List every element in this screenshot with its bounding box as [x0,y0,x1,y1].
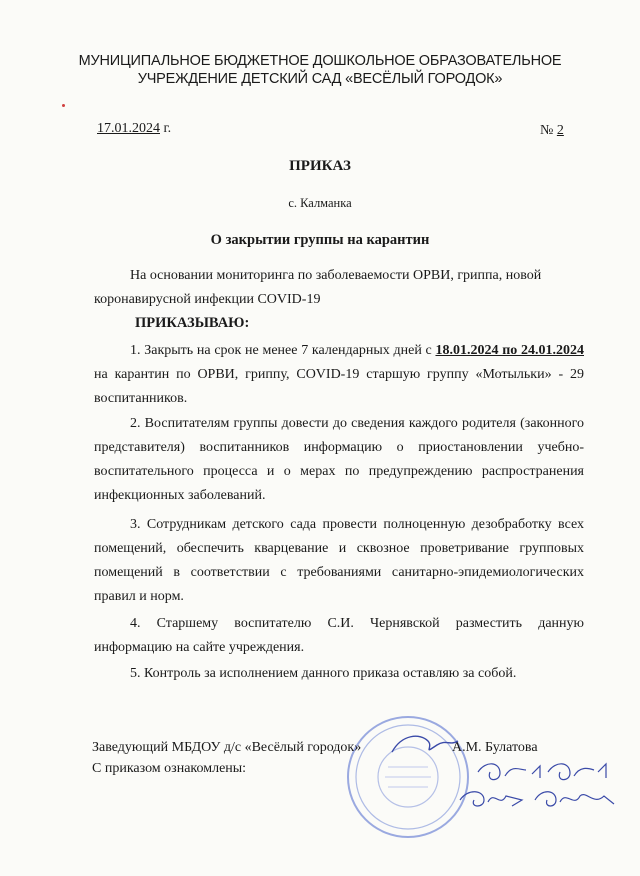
signature-2 [548,764,606,780]
number-prefix: № [540,123,557,138]
date-suffix: г. [160,121,172,136]
order-item-1 [94,339,584,411]
basis-paragraph: На основании мониторинга по заболеваемости ОРВИ, гриппа, новой коронавирусной инфекции COVID-19 [94,268,542,307]
item-1-text-start: 1. Закрыть на срок не менее 7 календарных дней с [130,343,436,358]
signatory-name: А.М. Булатова [452,740,538,755]
order-item-2: 2. Воспитателям группы довести до сведения каждого родителя (законного представителя) воспитанников информацию о приостановлении учебно-воспитательного процесса и о мерах по предупреждению распространения инфекционных заболеваний. [94,416,584,503]
document-title: ПРИКАЗ [289,158,351,174]
item-1-dates: 18.01.2024 по 24.01.2024 [435,343,584,358]
order-date [97,121,171,137]
signatory-position: Заведующий МБДОУ д/с «Весёлый городок» [92,740,362,755]
date-value: 17.01.2024 [97,121,160,136]
number-value: 2 [556,123,564,138]
signature-4 [535,792,614,806]
header-line-1: МУНИЦИПАЛЬНОЕ БЮДЖЕТНОЕ ДОШКОЛЬНОЕ ОБРАЗОВАТЕЛЬНОЕ [78,53,562,69]
place-of-issue: с. Калманка [288,196,352,210]
order-word: ПРИКАЗЫВАЮ: [135,315,250,331]
item-1-text-end: на карантин по ОРВИ, гриппу, COVID-19 старшую группу «Мотыльки» - 29 воспитанников. [94,367,584,406]
order-item-4: 4. Старшему воспитателю С.И. Чернявской разместить данную информацию на сайте учреждения. [94,616,584,655]
order-item-5: 5. Контроль за исполнением данного приказа оставляю за собой. [130,666,517,681]
organization-header [40,52,600,88]
order-subject: О закрытии группы на карантин [210,232,430,248]
official-stamp [343,712,473,842]
red-speck [62,104,65,107]
header-line-2: УЧРЕЖДЕНИЕ ДЕТСКИЙ САД «ВЕСЁЛЫЙ ГОРОДОК» [137,71,503,87]
order-item-3: 3. Сотрудникам детского сада провести полноценную дезобработку всех помещений, обеспечить кварцевание и сквозное проветривание групповых помещений в соответствии с требованиями санитарно-эпидемиологических правил и норм. [94,517,584,604]
order-number [540,123,564,139]
acknowledgement-label: С приказом ознакомлены: [92,761,247,776]
signature-1 [478,764,540,780]
